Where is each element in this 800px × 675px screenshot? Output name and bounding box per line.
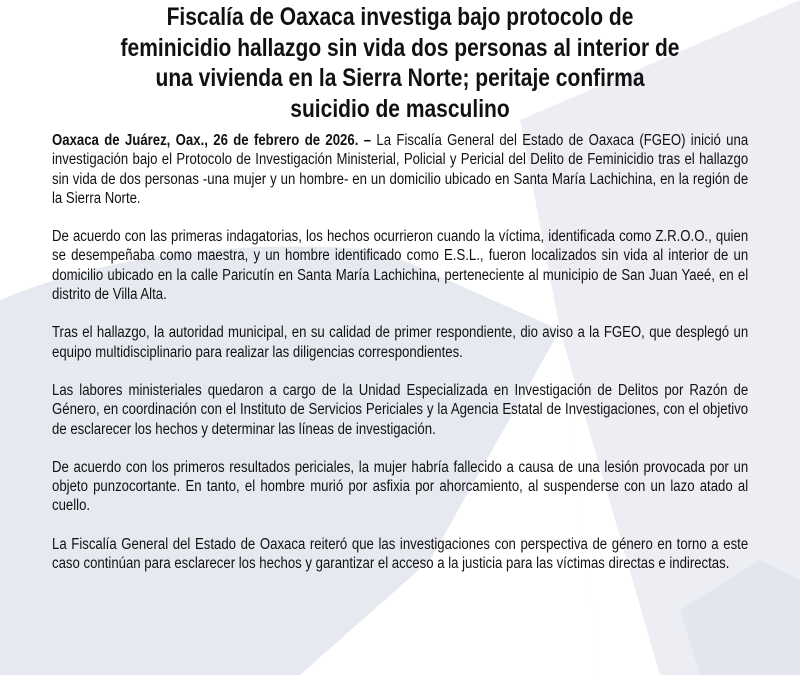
headline-line: una vivienda en la Sierra Norte; peritaje confirma (155, 64, 645, 92)
dateline: Oaxaca de Juárez, Oax., 26 de febrero de 2026. – (52, 132, 372, 149)
headline-line: suicidio de masculino (290, 94, 510, 123)
headline (0, 2, 800, 124)
paragraph (52, 131, 748, 208)
paragraph: De acuerdo con los primeros resultados periciales, la mujer habría fallecido a causa de una lesión provocada por un objeto punzocortante. En tanto, el hombre murió por asfixia por ahorcamiento, al suspenderse con un lazo atado al cuello. (52, 458, 749, 515)
headline-line: Fiscalía de Oaxaca investiga bajo protocolo de (166, 3, 634, 31)
headline-line: feminicidio hallazgo sin vida dos personas al interior de (120, 33, 680, 62)
paragraph: Las labores ministeriales quedaron a cargo de la Unidad Especializada en Investigación de Delitos por Razón de Género, en coordinación con el Instituto de Servicios Periciales y la Agencia Estatal de Investigaciones, con el objetivo de esclarecer los hechos y determinar las líneas de investigación. (52, 381, 749, 438)
paragraph: De acuerdo con las primeras indagatorias, los hechos ocurrieron cuando la víctima, identificada como Z.R.O.O., quien se desempeñaba como maestra, y un hombre identificado como E.S.L., fueron localizados sin vida al interior de un domicilio ubicado en la calle Paricutín en Santa María Lachichina, perteneciente al municipio de San Juan Yaeé, en el distrito de Villa Alta. (52, 228, 749, 304)
paragraph-text: La Fiscalía General del Estado de Oaxaca (FGEO) inició una investigación bajo el Protocolo de Investigación Ministerial, Policial y Pericial del Delito de Feminicidio tras el hallazgo sin vida de dos personas -una mujer y un hombre- en un domicilio ubicado en Santa María Lachichina, en la región de la Sierra Norte. (52, 132, 749, 207)
paragraph: Tras el hallazgo, la autoridad municipal, en su calidad de primer respondiente, dio aviso a la FGEO, que desplegó un equipo multidisciplinario para realizar las diligencias correspondientes. (52, 324, 749, 361)
article-body (52, 131, 748, 592)
paragraph: La Fiscalía General del Estado de Oaxaca reiteró que las investigaciones con perspectiva de género en torno a este caso continúan para esclarecer los hechos y garantizar el acceso a la justicia para las víctimas directas e indirectas. (52, 535, 749, 573)
